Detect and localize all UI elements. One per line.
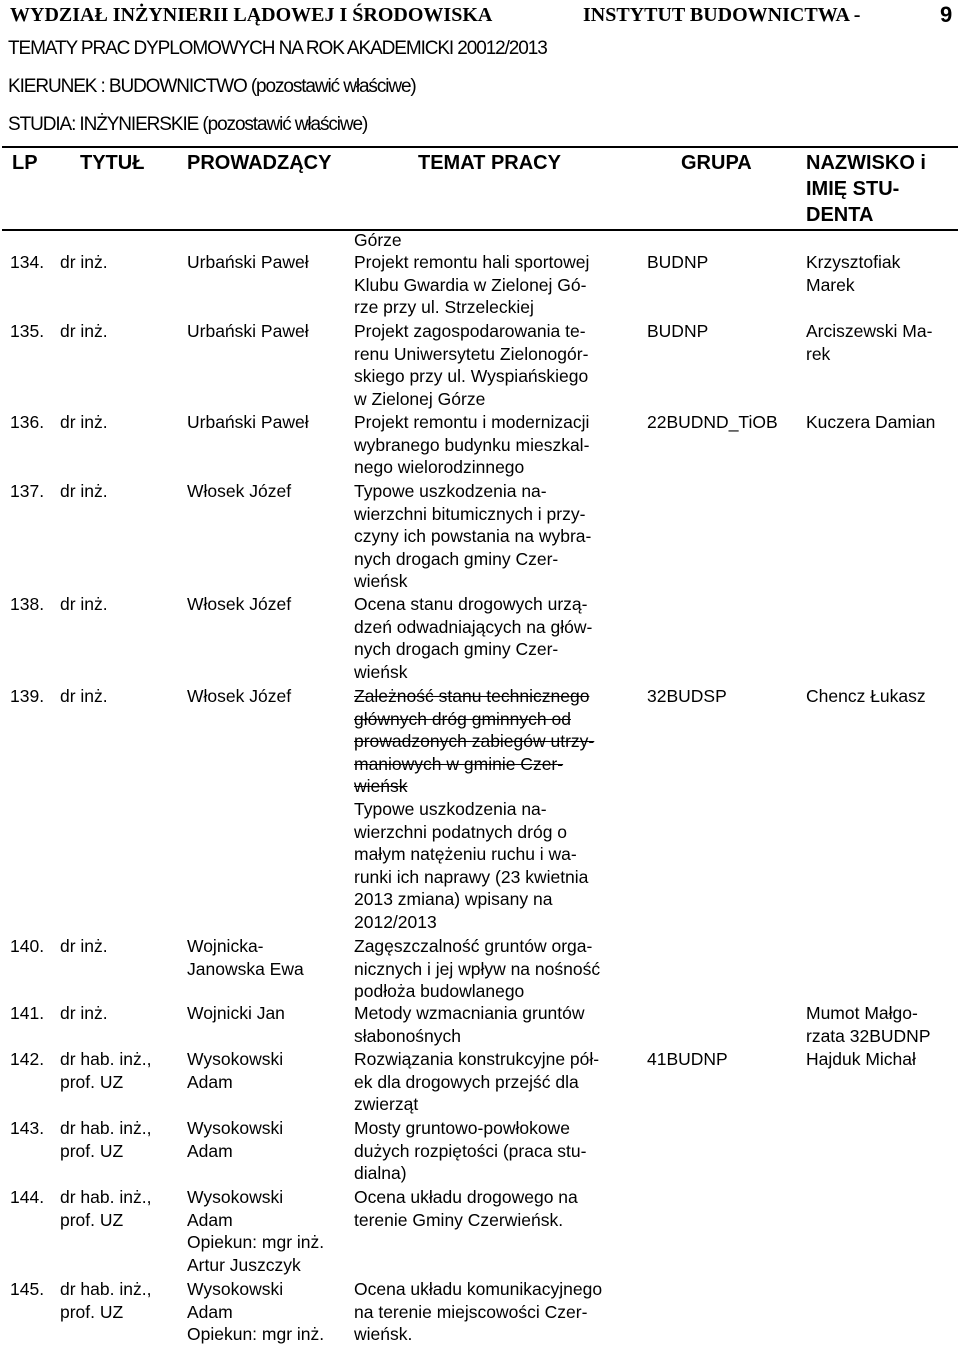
topic-struck-line: głównych dróg gminnych od <box>354 708 571 729</box>
page-number: 9 <box>940 2 953 27</box>
topic-line: skiego przy ul. Wyspiańskiego <box>354 366 589 387</box>
topic-line: renu Uniwersytetu Zielonogór- <box>354 343 589 364</box>
topic-line: Projekt remontu hali sportowej <box>354 252 590 272</box>
student-group: BUDNP <box>647 321 709 341</box>
supervisor-name: Opiekun: mgr inż. <box>187 1232 325 1253</box>
row-number: 140. <box>10 936 45 956</box>
student-name: Krzysztofiak <box>806 252 901 272</box>
supervisor-name: Urbański Paweł <box>187 412 309 432</box>
faculty-name: WYDZIAŁ INŻYNIERII LĄDOWEJ I ŚRODOWISKA <box>10 4 493 26</box>
supervisor-name: Urbański Paweł <box>187 252 309 272</box>
row-number: 135. <box>10 321 45 341</box>
academic-title: dr inż. <box>60 936 108 956</box>
student-name: Mumot Małgo- <box>806 1003 918 1023</box>
academic-title: dr inż. <box>60 321 108 341</box>
topic-line: Typowe uszkodzenia na- <box>354 481 547 501</box>
topic-line: terenie Gminy Czerwieńsk. <box>354 1209 564 1230</box>
supervisor-name: Opiekun: mgr inż. <box>187 1324 325 1345</box>
topic-line: Typowe uszkodzenia na- <box>354 799 547 819</box>
topic-line: ek dla drogowych przejść dla <box>354 1071 579 1092</box>
student-group: 22BUDND_TiOB <box>647 412 778 432</box>
table-top-rule <box>2 146 958 148</box>
row-number: 138. <box>10 594 45 614</box>
student-group: BUDNP <box>647 252 709 272</box>
column-header-nazwisko-line: DENTA <box>806 204 874 226</box>
academic-title: dr hab. inż., <box>60 1049 152 1069</box>
column-header-prowadzacy: PROWADZĄCY <box>187 152 332 174</box>
column-header-lp: LP <box>12 152 38 174</box>
academic-title: dr inż. <box>60 481 108 501</box>
topic-line: Metody wzmacniania gruntów <box>354 1003 585 1023</box>
student-name: rzata 32BUDNP <box>806 1025 931 1046</box>
supervisor-name: Adam <box>187 1071 233 1092</box>
supervisor-name: Wysokowski <box>187 1118 284 1138</box>
topic-line: wieńsk <box>354 571 408 592</box>
supervisor-name: Wojnicka- <box>187 936 264 956</box>
document-header <box>10 2 955 30</box>
supervisor-name: Wojnicki Jan <box>187 1003 285 1023</box>
topic-struck-line: prowadzonych zabiegów utrzy- <box>354 731 595 752</box>
academic-title: prof. UZ <box>60 1140 124 1161</box>
column-header-tytul: TYTUŁ <box>80 152 145 174</box>
academic-title: dr inż. <box>60 1003 108 1023</box>
topic-line: dzeń odwadniających na głów- <box>354 616 593 637</box>
student-group: 32BUDSP <box>647 686 727 706</box>
topic-line: w Zielonej Górze <box>354 388 486 409</box>
topic-line: Mosty gruntowo-powłokowe <box>354 1118 570 1138</box>
row-number: 142. <box>10 1049 45 1069</box>
topic-line: Ocena stanu drogowych urzą- <box>354 594 588 614</box>
academic-title: dr inż. <box>60 686 108 706</box>
study-type: STUDIA: INŻYNIERSKIE (pozostawić właściwe) <box>8 114 368 135</box>
topic-struck-line: Zależność stanu technicznego <box>354 686 590 706</box>
topic-line: Ocena układu komunikacyjnego <box>354 1279 603 1299</box>
topic-line: Ocena układu drogowego na <box>354 1187 578 1207</box>
row-number: 145. <box>10 1279 45 1299</box>
row-number: 143. <box>10 1118 45 1138</box>
topic-line: Zagęszczalność gruntów orga- <box>354 936 593 956</box>
topic-line: Projekt zagospodarowania te- <box>354 321 586 341</box>
topic-line: Projekt remontu i modernizacji <box>354 412 590 432</box>
academic-title: dr inż. <box>60 252 108 272</box>
topic-line: nicznych i jej wpływ na nośność <box>354 958 601 979</box>
row-number: 134. <box>10 252 45 272</box>
column-header-nazwisko-line: NAZWISKO i <box>806 152 926 174</box>
academic-title: dr inż. <box>60 412 108 432</box>
topic-line: małym natężeniu ruchu i wa- <box>354 844 577 865</box>
row-number: 137. <box>10 481 45 501</box>
topic-line: wierzchni bitumicznych i przy- <box>354 503 586 524</box>
supervisor-name: Włosek Józef <box>187 686 292 706</box>
student-name: Marek <box>806 274 855 295</box>
supervisor-name: Wysokowski <box>187 1049 284 1069</box>
student-name: Kuczera Damian <box>806 412 936 432</box>
student-name: Hajduk Michał <box>806 1049 916 1069</box>
row-number: 136. <box>10 412 45 432</box>
academic-title: dr hab. inż., <box>60 1118 152 1138</box>
student-name: Arciszewski Ma- <box>806 321 933 341</box>
topic-line: wieńsk. <box>354 1324 413 1345</box>
column-header-nazwisko <box>806 150 926 230</box>
student-name: rek <box>806 343 831 364</box>
topic-line: Rozwiązania konstrukcyjne pół- <box>354 1049 600 1069</box>
supervisor-name: Adam <box>187 1140 233 1161</box>
supervisor-name: Adam <box>187 1301 233 1322</box>
academic-title: prof. UZ <box>60 1071 124 1092</box>
topic-struck-line: wieńsk <box>354 776 408 797</box>
row-number: 139. <box>10 686 45 706</box>
student-group: 41BUDNP <box>647 1049 728 1069</box>
field-of-study: KIERUNEK : BUDOWNICTWO (pozostawić właściwe) <box>8 76 416 97</box>
column-header-grupa: GRUPA <box>681 152 752 174</box>
topic-line: nych drogach gminy Czer- <box>354 548 559 569</box>
academic-title: dr hab. inż., <box>60 1187 152 1207</box>
supervisor-name: Adam <box>187 1209 233 1230</box>
supervisor-name: Urbański Paweł <box>187 321 309 341</box>
student-name: Chencz Łukasz <box>806 686 926 706</box>
topic-line: 2012/2013 <box>354 912 437 932</box>
academic-title: dr inż. <box>60 594 108 614</box>
topic-line: rze przy ul. Strzeleckiej <box>354 297 534 318</box>
supervisor-name: Artur Juszczyk <box>187 1254 301 1275</box>
supervisor-name: Wysokowski <box>187 1279 284 1299</box>
topic-line: nych drogach gminy Czer- <box>354 639 559 660</box>
supervisor-name: Wysokowski <box>187 1187 284 1207</box>
supervisor-name: Włosek Józef <box>187 481 292 501</box>
topic-struck-line: maniowych w gminie Czer- <box>354 753 564 774</box>
topic-line: zwierząt <box>354 1094 419 1115</box>
academic-title: dr hab. inż., <box>60 1279 152 1299</box>
topic-line: 2013 zmiana) wpisany na <box>354 889 553 910</box>
topic-line: dialna) <box>354 1163 407 1184</box>
topic-line: podłoża budowlanego <box>354 981 525 1002</box>
topic-line: Klubu Gwardia w Zielonej Gó- <box>354 274 587 295</box>
column-header-nazwisko-line: IMIĘ STU- <box>806 178 900 200</box>
row-number: 144. <box>10 1187 45 1207</box>
row-number: 141. <box>10 1003 45 1023</box>
carryover-text: Górze <box>354 230 402 250</box>
column-header-temat: TEMAT PRACY <box>418 152 561 174</box>
academic-title: prof. UZ <box>60 1209 124 1230</box>
topic-line: nego wielorodzinnego <box>354 457 525 478</box>
topic-line: na terenie miejscowości Czer- <box>354 1301 588 1322</box>
topic-line: czyny ich powstania na wybra- <box>354 526 592 547</box>
topic-line: wierzchni podatnych dróg o <box>354 821 568 842</box>
topic-line: dużych rozpiętości (praca stu- <box>354 1140 587 1161</box>
topic-line: słabonośnych <box>354 1025 462 1046</box>
academic-title: prof. UZ <box>60 1301 124 1322</box>
topic-line: wybranego budynku mieszkal- <box>354 434 590 455</box>
topic-line: runki ich naprawy (23 kwietnia <box>354 866 589 887</box>
topic-line: wieńsk <box>354 661 408 682</box>
supervisor-name: Włosek Józef <box>187 594 292 614</box>
supervisor-name: Janowska Ewa <box>187 958 304 979</box>
institute-name: INSTYTUT BUDOWNICTWA - <box>583 4 861 26</box>
document-title: TEMATY PRAC DYPLOMOWYCH NA ROK AKADEMICKI 20012/2013 <box>8 38 547 59</box>
